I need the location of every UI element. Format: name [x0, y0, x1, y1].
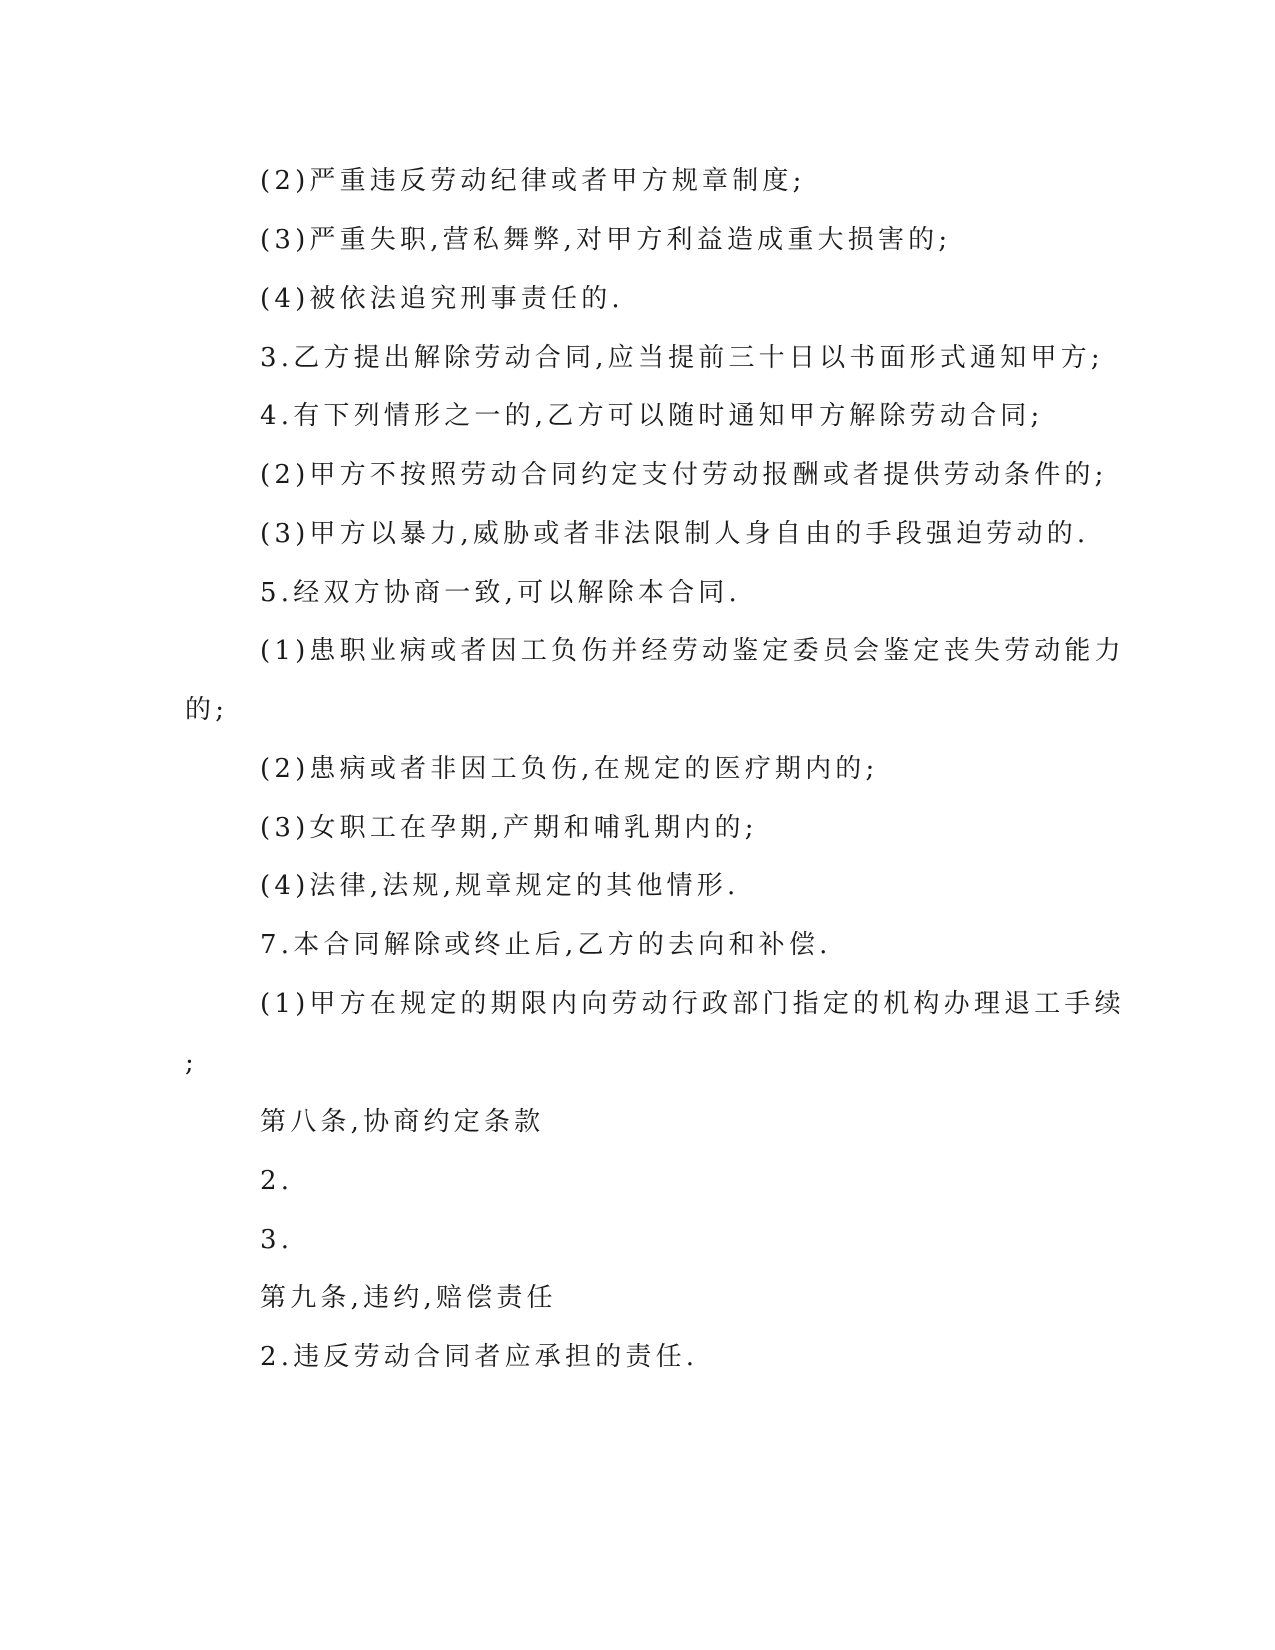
clause-line: 2.违反劳动合同者应承担的责任.	[260, 1342, 699, 1372]
clause-line: (2)甲方不按照劳动合同约定支付劳动报酬或者提供劳动条件的;	[260, 460, 1108, 490]
clause-line: (3)严重失职,营私舞弊,对甲方利益造成重大损害的;	[260, 225, 952, 255]
clause-line: (1)甲方在规定的期限内向劳动行政部门指定的机构办理退工手续	[260, 989, 1125, 1019]
clause-line: 4.有下列情形之一的,乙方可以随时通知甲方解除劳动合同;	[260, 401, 1044, 431]
clause-line-continuation: 的;	[185, 695, 229, 725]
clause-line: 7.本合同解除或终止后,乙方的去向和补偿.	[260, 930, 832, 960]
clause-line: 3.乙方提出解除劳动合同,应当提前三十日以书面形式通知甲方;	[260, 343, 1104, 373]
clause-line-continuation: ;	[185, 1048, 198, 1078]
clause-line: 5.经双方协商一致,可以解除本合同.	[260, 578, 741, 608]
clause-line: 2.	[260, 1166, 294, 1196]
section-heading: 第九条,违约,赔偿责任	[260, 1283, 557, 1313]
clause-line: (1)患职业病或者因工负伤并经劳动鉴定委员会鉴定丧失劳动能力	[260, 636, 1125, 666]
clause-line: (3)女职工在孕期,产期和哺乳期内的;	[260, 813, 758, 843]
clause-line: (2)严重违反劳动纪律或者甲方规章制度;	[260, 166, 806, 196]
clause-line: (2)患病或者非因工负伤,在规定的医疗期内的;	[260, 754, 879, 784]
section-heading: 第八条,协商约定条款	[260, 1107, 545, 1137]
clause-line: (4)被依法追究刑事责任的.	[260, 284, 624, 314]
clause-line: (3)甲方以暴力,威胁或者非法限制人身自由的手段强迫劳动的.	[260, 519, 1090, 549]
clause-line: 3.	[260, 1225, 294, 1255]
clause-line: (4)法律,法规,规章规定的其他情形.	[260, 871, 740, 901]
